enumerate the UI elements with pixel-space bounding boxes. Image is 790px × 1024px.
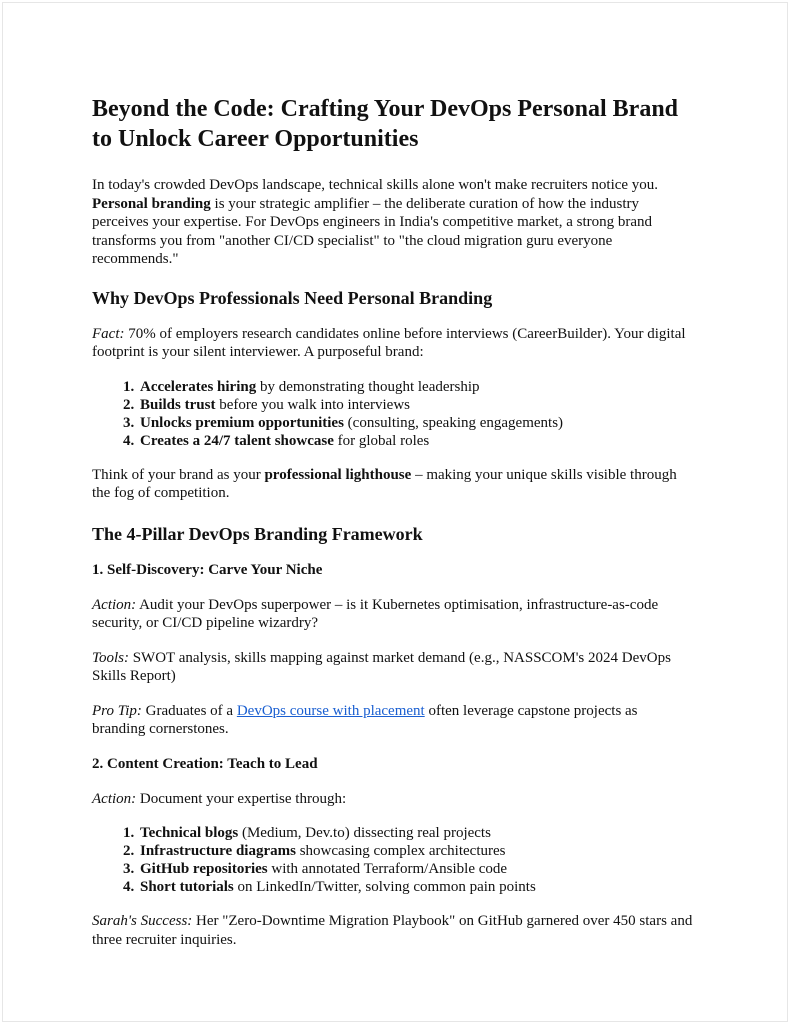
list-item [138, 414, 694, 432]
tools-label: Tools: [92, 649, 129, 666]
pillar-2-heading: 2. Content Creation: Teach to Lead [92, 755, 318, 772]
success-text: Her "Zero-Downtime Migration Playbook" on GitHub garnered over 450 stars and three recruiter inquiries. [92, 913, 693, 948]
list-item-bold: Infrastructure diagrams [140, 843, 296, 859]
section-heading-why: Why DevOps Professionals Need Personal Branding [92, 287, 493, 308]
section-heading-framework: The 4-Pillar DevOps Branding Framework [92, 523, 423, 544]
intro-text-2: is your strategic amplifier – the deliberate curation of how the industry perceives your expertise. For DevOps engineers in India's competitive market, a strong brand transforms you from "another CI/CD specialist" to "the cloud migration guru everyone recommends." [92, 195, 653, 267]
list-item-bold: Builds trust [140, 396, 216, 413]
list-item [138, 378, 694, 396]
pro-tip-text-1: Graduates of a [141, 702, 237, 719]
list-item-bold: Technical blogs [140, 825, 239, 841]
list-item [138, 878, 694, 896]
pillar-1-pro-tip [92, 702, 694, 739]
fact-label: Fact: [92, 325, 125, 342]
fact-paragraph [92, 325, 694, 362]
pillar-1-action [92, 596, 694, 633]
think-bold: professional lighthouse [264, 466, 412, 483]
list-item-text: showcasing complex architectures [295, 843, 506, 859]
list-item-bold: Creates a 24/7 talent showcase [140, 432, 334, 449]
action-text: Audit your DevOps superpower – is it Kubernetes optimisation, infrastructure-as-code security, or CI/CD pipeline wizardry? [92, 596, 659, 631]
intro-text-1: In today's crowded DevOps landscape, technical skills alone won't make recruiters notice you. [92, 177, 659, 193]
content-creation-list [92, 824, 694, 896]
list-item [138, 860, 694, 878]
page-title: Beyond the Code: Crafting Your DevOps Personal Brand to Unlock Career Opportunities [92, 96, 679, 152]
tools-text: SWOT analysis, skills mapping against market demand (e.g., NASSCOM's 2024 DevOps Skills Report) [92, 649, 671, 684]
think-text-1: Think of your brand as your [92, 466, 265, 483]
list-item-text: on LinkedIn/Twitter, solving common pain points [233, 879, 536, 895]
list-item-bold: GitHub repositories [140, 861, 268, 877]
pillar-1-tools [92, 649, 694, 686]
pillar-1-heading: 1. Self-Discovery: Carve Your Niche [92, 561, 323, 578]
brand-benefits-list [92, 378, 694, 450]
fact-text: 70% of employers research candidates online before interviews (CareerBuilder). Your digital footprint is your silent interviewer. A purposeful brand: [92, 325, 686, 360]
list-item-text: (Medium, Dev.to) dissecting real projects [238, 825, 491, 841]
pillar-2-action [92, 790, 694, 809]
list-item [138, 842, 694, 860]
success-story [92, 912, 694, 949]
devops-course-link[interactable]: DevOps course with placement [236, 702, 425, 719]
intro-paragraph [92, 176, 694, 269]
list-item [138, 824, 694, 842]
list-item-text: before you walk into interviews [215, 396, 410, 413]
list-item-text: for global roles [333, 432, 430, 449]
action-label: Action: [92, 596, 137, 613]
intro-bold: Personal branding [92, 195, 211, 212]
list-item [138, 432, 694, 450]
success-label: Sarah's Success: [92, 913, 193, 929]
list-item-bold: Unlocks premium opportunities [140, 414, 344, 431]
list-item [138, 396, 694, 414]
pro-tip-text-2: often leverage capstone projects as branding cornerstones. [92, 702, 638, 737]
list-item-bold: Short tutorials [140, 879, 234, 895]
list-item-text: (consulting, speaking engagements) [343, 414, 564, 431]
lighthouse-paragraph [92, 466, 694, 503]
pro-tip-label: Pro Tip: [92, 702, 142, 719]
action-text: Document your expertise through: [136, 790, 347, 807]
think-text-2: – making your unique skills visible through the fog of competition. [92, 466, 677, 501]
list-item-text: with annotated Terraform/Ansible code [267, 861, 508, 877]
list-item-bold: Accelerates hiring [140, 378, 257, 395]
action-label: Action: [92, 790, 137, 807]
list-item-text: by demonstrating thought leadership [256, 378, 480, 395]
